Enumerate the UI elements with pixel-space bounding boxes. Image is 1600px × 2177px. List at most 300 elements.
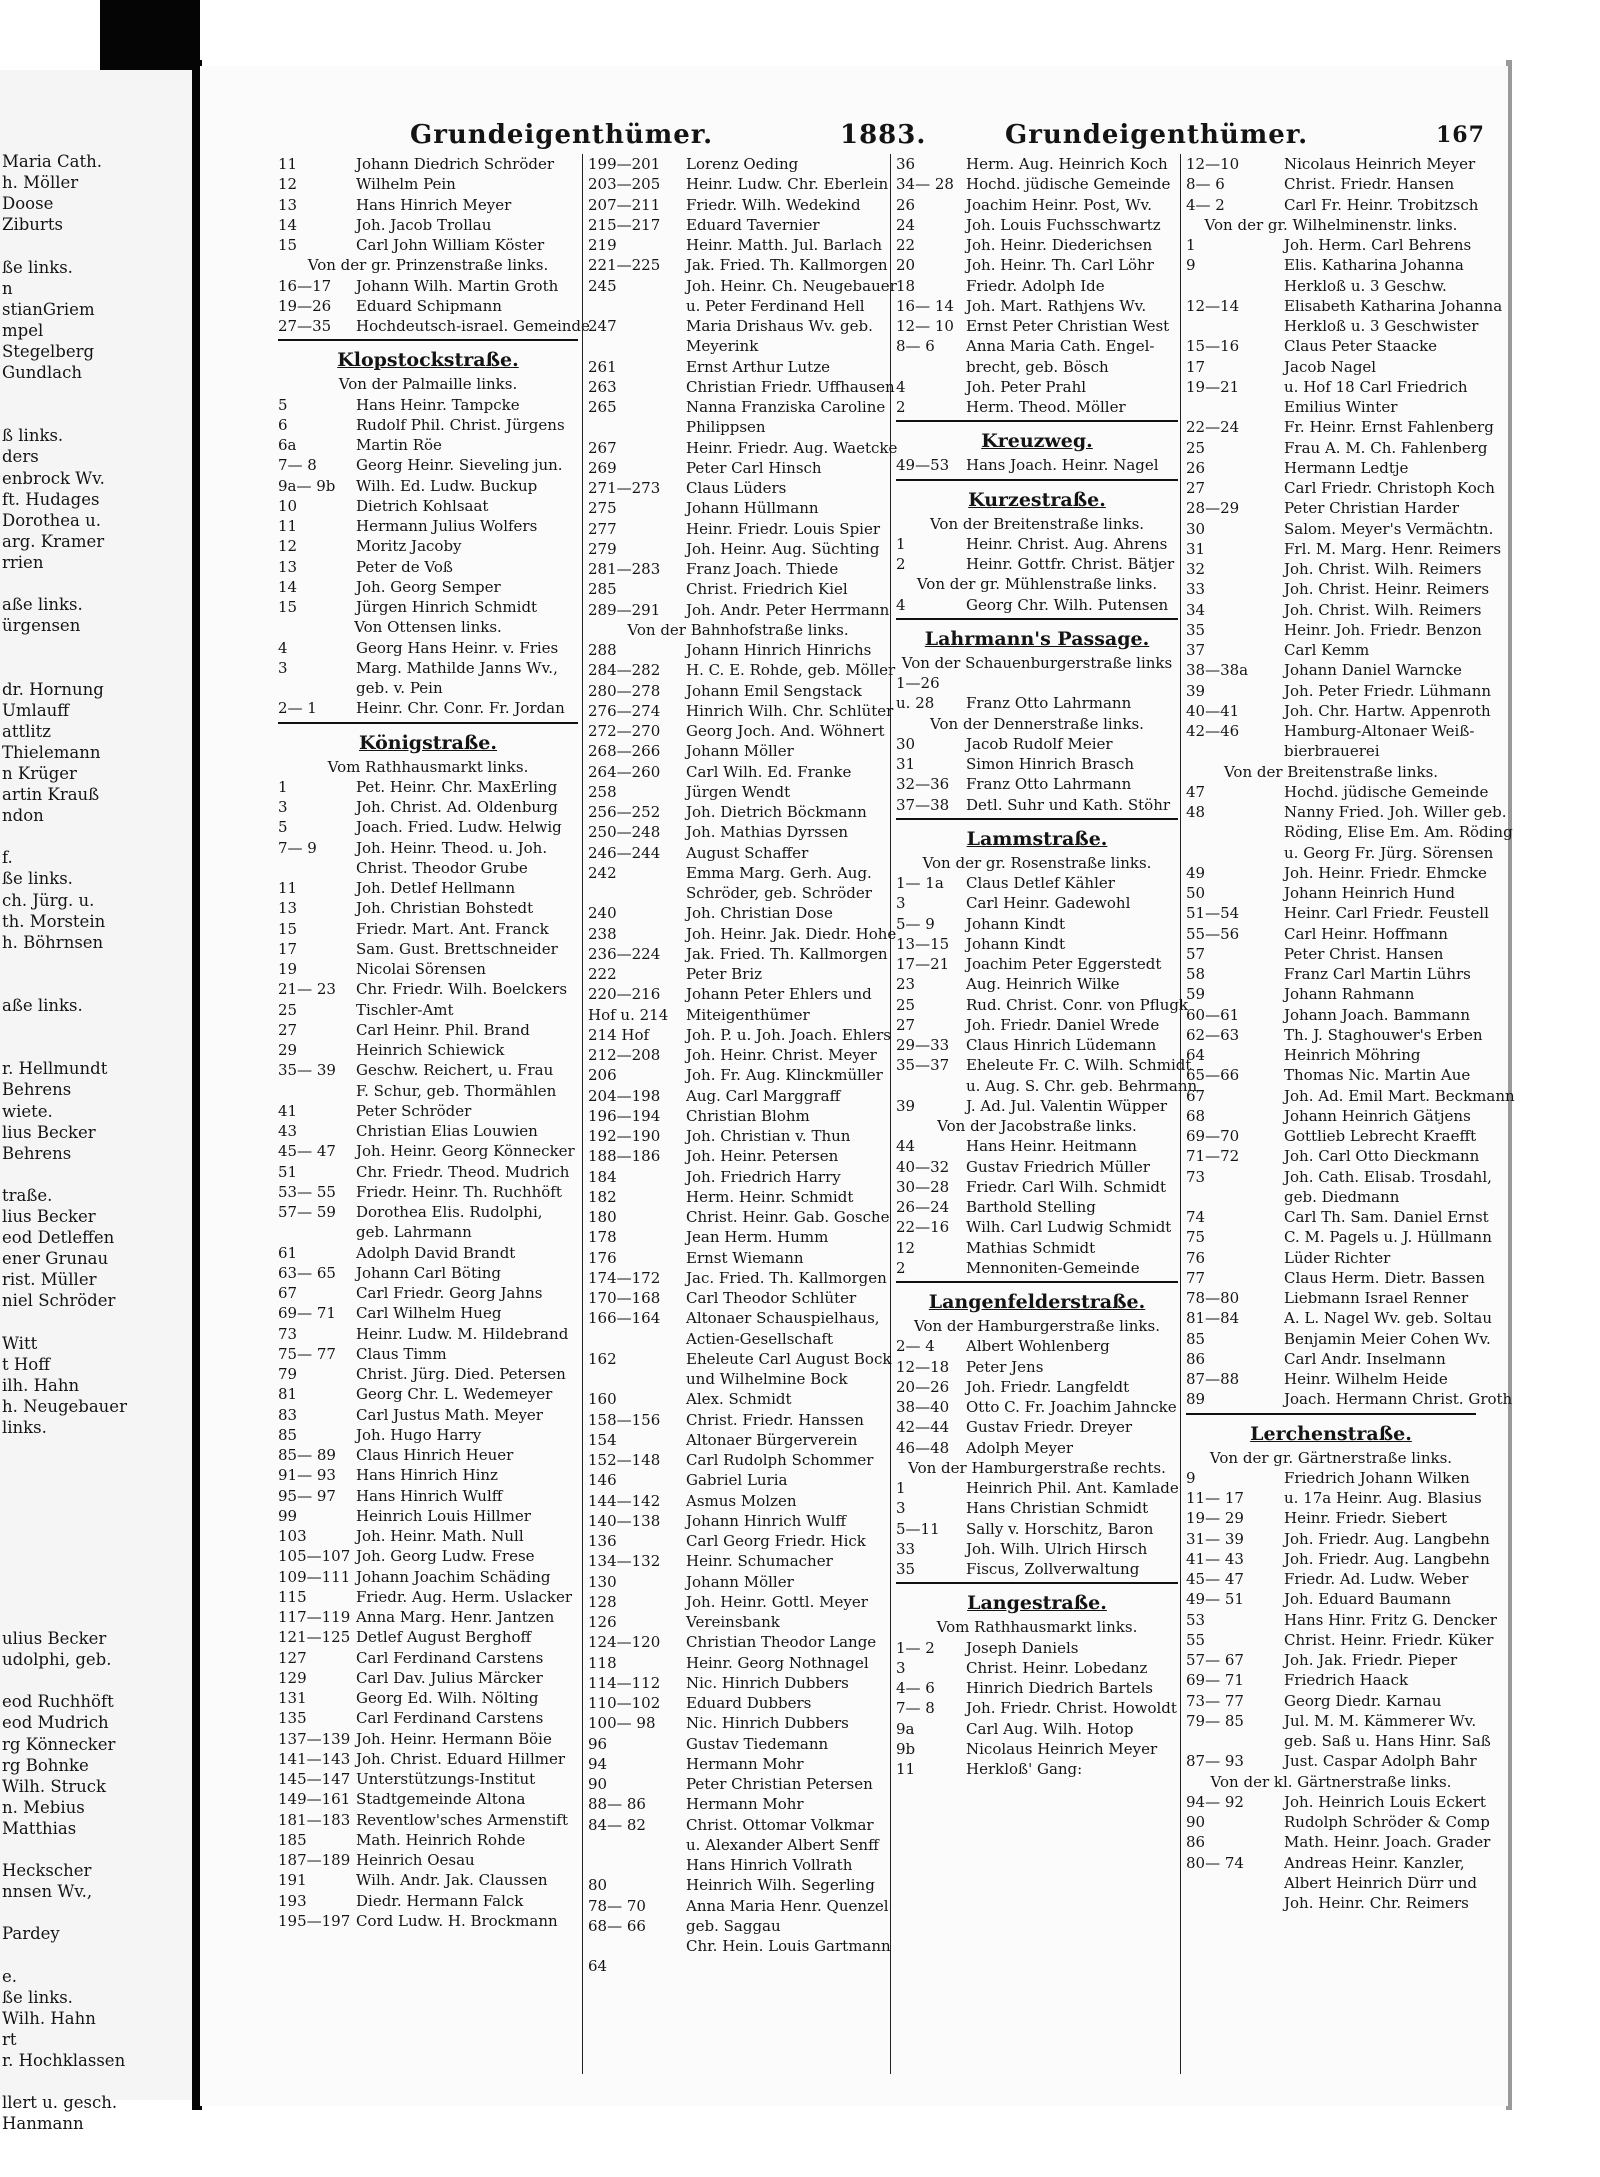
house-number: 4— 6: [896, 1679, 935, 1697]
owner-entry: [896, 554, 1178, 574]
left-page-line: links.: [2, 1418, 47, 1437]
owner-entry: [278, 1486, 578, 1506]
owner-name: Carl Ferdinand Carstens: [356, 1648, 544, 1667]
house-number: 240: [588, 904, 617, 923]
owner-entry: [278, 557, 578, 577]
owner-entry: [1186, 1468, 1476, 1488]
owner-name: Emilius Winter: [1284, 398, 1398, 416]
house-number: 85— 89: [278, 1446, 336, 1464]
left-page-line: n. Mebius: [2, 1797, 85, 1817]
owner-entry: [278, 395, 578, 415]
owner-entry: [278, 1749, 578, 1769]
owner-entry: [896, 1478, 1178, 1498]
owner-name: Heinr. Schumacher: [686, 1552, 833, 1571]
owner-entry: [896, 954, 1178, 974]
owner-entry: [588, 1227, 888, 1247]
house-number: 79: [278, 1365, 298, 1383]
owner-entry: [278, 476, 578, 496]
owner-name: Chr. Hein. Louis Gartmann: [686, 1937, 891, 1955]
direction-note: Von der gr. Gärtnerstraße links.: [1209, 1448, 1453, 1467]
owner-name: Joh. Friedr. Langfeldt: [966, 1377, 1130, 1396]
house-number: 238: [588, 924, 617, 943]
owner-entry: [896, 1096, 1178, 1116]
house-number: 86: [1186, 1833, 1206, 1852]
owner-name: Carl Heinr. Hoffmann: [1284, 924, 1448, 943]
owner-name: Joh. Friedr. Aug. Langbehn: [1284, 1529, 1490, 1548]
house-number: 15: [278, 919, 298, 938]
owner-name: Heinr. Friedr. Aug. Waetcke: [686, 438, 898, 457]
owner-name: Joh. Wilh. Ulrich Hirsch: [966, 1539, 1148, 1558]
house-number: 18: [896, 276, 916, 295]
left-page-line: lius Becker: [2, 1207, 96, 1226]
owner-name: Tischler-Amt: [356, 1000, 454, 1019]
header-right-title: Grundeigenthümer.: [1005, 120, 1309, 150]
owner-name: Hans Hinrich Wulff: [356, 1486, 503, 1505]
owner-name: Friedr. Aug. Herm. Uslacker: [356, 1587, 573, 1606]
owner-entry: [278, 1526, 578, 1546]
owner-entry: [1186, 1106, 1476, 1126]
owner-name: Heinr. Friedr. Siebert: [1284, 1509, 1448, 1528]
owner-name: Johann Rahmann: [1284, 985, 1415, 1004]
owner-entry: [278, 777, 578, 797]
owner-name: Nic. Hinrich Dubbers: [686, 1714, 849, 1733]
owner-entry: [896, 377, 1178, 397]
owner-name: Friedr. Wilh. Wedekind: [686, 195, 861, 214]
owner-entry: [896, 1177, 1178, 1197]
owner-entry: [896, 995, 1189, 1015]
owner-entry: [1186, 822, 1513, 842]
owner-name: Liebmann Israel Renner: [1284, 1289, 1469, 1307]
owner-entry: [278, 959, 578, 979]
owner-entry: [278, 1364, 578, 1384]
owner-entry: [1186, 579, 1490, 599]
owner-name: Carl Fr. Heinr. Trobitzsch: [1284, 195, 1479, 214]
owner-name: Frau A. M. Ch. Fahlenberg: [1284, 438, 1488, 457]
owner-entry: [1186, 1832, 1491, 1852]
house-number: 44: [896, 1137, 916, 1156]
direction-note: Von der Schauenburgerstraße links: [901, 653, 1173, 672]
house-number: 10: [278, 496, 298, 515]
owner-entry: [1186, 1711, 1476, 1731]
house-number: 95— 97: [278, 1486, 336, 1505]
owner-entry: [278, 838, 578, 858]
house-number: 129: [278, 1668, 307, 1687]
direction-note: Von der Jacobstraße links.: [937, 1117, 1137, 1135]
owner-entry: [278, 1101, 578, 1121]
house-number: 4: [896, 377, 906, 396]
house-number: 182: [588, 1187, 617, 1206]
owner-name: Jacob Rudolf Meier: [966, 734, 1113, 753]
owner-name: Christ. Friedrich Kiel: [686, 580, 848, 599]
owner-entry: [588, 1248, 888, 1268]
house-number: 14: [278, 577, 298, 596]
owner-entry: [588, 1693, 888, 1713]
owner-name: Hochd. jüdische Gemeinde: [966, 175, 1171, 194]
section-rule: [1186, 1410, 1476, 1418]
owner-entry: [588, 883, 888, 903]
owner-entry: [588, 478, 888, 498]
owner-entry: [1186, 255, 1476, 275]
owner-name: Georg Chr. L. Wedemeyer: [356, 1385, 553, 1404]
owner-entry: [1186, 519, 1494, 539]
owner-name: Barthold Stelling: [966, 1198, 1096, 1216]
house-number: 69— 71: [278, 1304, 336, 1323]
owner-entry: [1186, 1549, 1490, 1569]
house-number: 22—24: [1186, 418, 1240, 437]
house-number: 59: [1186, 985, 1206, 1004]
owner-name: Herkloß u. 3 Geschwister: [1284, 317, 1479, 335]
left-page-line: Stegelberg: [2, 341, 95, 361]
left-page-line: Heckscher: [2, 1861, 92, 1881]
house-number: 247: [588, 317, 617, 335]
owner-entry: [278, 1587, 578, 1607]
house-number: 3: [896, 1658, 906, 1677]
house-number: 67: [1186, 1086, 1206, 1105]
owner-entry: [588, 519, 888, 539]
house-number: 12—10: [1186, 155, 1240, 173]
house-number: 26: [896, 195, 916, 214]
column-divider-3: [1180, 154, 1181, 2074]
owner-name: Gustav Tiedemann: [686, 1734, 829, 1753]
house-number: 62—63: [1186, 1025, 1240, 1044]
owner-entry: [588, 235, 888, 255]
owner-name: Johann Möller: [686, 1572, 794, 1591]
owner-entry: [896, 1698, 1178, 1718]
owner-name: Hermann Ledtje: [1284, 458, 1409, 477]
house-number: 69—70: [1186, 1127, 1240, 1145]
owner-name: Benjamin Meier Cohen Wv.: [1284, 1329, 1491, 1348]
section-rule: [278, 336, 578, 344]
owner-name: Hinrich Diedrich Bartels: [966, 1679, 1153, 1697]
owner-name: Nic. Hinrich Dubbers: [686, 1673, 849, 1692]
owner-name: Heinrich Wilh. Segerling: [686, 1876, 875, 1895]
owner-entry: [588, 843, 888, 863]
owner-name: Hans Hinrich Vollrath: [686, 1856, 853, 1874]
owner-entry: [896, 1559, 1178, 1579]
left-page-line: rt: [2, 2029, 17, 2049]
header-year: 1883.: [840, 120, 927, 150]
owner-entry: [278, 1688, 578, 1708]
owner-entry: [1186, 296, 1503, 316]
owner-entry: [588, 1754, 888, 1774]
owner-name: Otto C. Fr. Joachim Jahncke: [966, 1398, 1177, 1416]
owner-entry: [588, 1592, 888, 1612]
house-number: 23: [896, 975, 916, 994]
owner-entry: [588, 701, 894, 721]
owner-entry: [896, 174, 1178, 194]
left-page-line: Wilh. Hahn: [2, 2008, 96, 2028]
house-number: 2— 4: [896, 1337, 935, 1356]
owner-name: Johann Carl Böting: [356, 1263, 502, 1282]
house-number: 2: [896, 1258, 906, 1277]
owner-entry: [588, 1430, 888, 1450]
owner-name: Claus Timm: [356, 1344, 447, 1363]
left-page-line: ilh. Hahn: [2, 1375, 80, 1395]
owner-entry: [278, 174, 578, 194]
owner-name: Math. Heinrich Rohde: [356, 1830, 526, 1849]
owner-name: Joh. Peter Prahl: [966, 377, 1087, 396]
house-number: 160: [588, 1390, 617, 1409]
owner-entry: [1186, 438, 1488, 458]
house-number: 284—282: [588, 661, 661, 680]
house-number: 34— 28: [896, 175, 954, 194]
owner-name: Hans Christian Schmidt: [966, 1499, 1149, 1518]
left-page-line: Ziburts: [2, 215, 63, 235]
owner-entry: [588, 1774, 888, 1794]
owner-entry: [278, 1040, 578, 1060]
owner-entry: [1186, 883, 1476, 903]
house-number: 26: [1186, 458, 1206, 477]
owner-entry: [588, 640, 888, 660]
owner-name: Philippsen: [686, 418, 766, 437]
house-number: 77: [1186, 1268, 1206, 1287]
house-number: 28—29: [1186, 499, 1240, 518]
owner-entry: [588, 438, 898, 458]
house-number: 7— 8: [278, 456, 317, 475]
owner-entry: [896, 795, 1178, 815]
owner-name: Christian Friedr. Uffhausen: [686, 377, 895, 396]
owner-entry: [1186, 863, 1487, 883]
owner-entry: [896, 595, 1178, 615]
owner-name: Carl Friedr. Christoph Koch: [1284, 479, 1495, 497]
left-page-line: ft. Hudages: [2, 489, 100, 509]
house-number: 7— 8: [896, 1699, 935, 1718]
owner-name: Heinr. Gottfr. Christ. Bätjer: [966, 555, 1175, 573]
owner-entry: [278, 698, 578, 718]
owner-name: Herm. Aug. Heinrich Koch: [966, 155, 1168, 173]
house-number: 246—244: [588, 843, 661, 862]
owner-name: Eheleute Fr. C. Wilh. Schmidt: [966, 1056, 1192, 1075]
owner-entry: [278, 1303, 578, 1323]
street-heading: Königstraße.: [358, 731, 498, 754]
owner-name: Eduard Schipmann: [356, 296, 502, 315]
owner-entry: [278, 1384, 578, 1404]
house-number: 3: [278, 658, 288, 677]
house-number: 89: [1186, 1390, 1206, 1409]
house-number: 12: [278, 175, 298, 194]
street-heading: Lahrmann's Passage.: [924, 627, 1150, 650]
house-number: 30: [1186, 519, 1206, 538]
house-number: 184: [588, 1167, 617, 1186]
owner-entry: [588, 1470, 888, 1490]
owner-entry: [896, 1238, 1178, 1258]
owner-entry: [588, 1207, 888, 1227]
owner-entry: [588, 1896, 888, 1916]
owner-name: Wilh. Ed. Ludw. Buckup: [356, 476, 538, 495]
owner-entry: [278, 1607, 578, 1627]
owner-name: Jac. Fried. Th. Kallmorgen: [686, 1268, 887, 1287]
owner-entry: [1186, 681, 1492, 701]
owner-name: Franz Carl Martin Lührs: [1284, 965, 1471, 983]
house-number: 12—14: [1186, 296, 1240, 315]
owner-entry: [278, 658, 578, 678]
house-number: 5: [278, 395, 288, 414]
left-page-line: aße links.: [2, 595, 83, 615]
house-number: 134—132: [588, 1552, 661, 1571]
owner-name: Hochdeutsch-israel. Gemeinde: [356, 317, 590, 335]
left-page-line: Hanmann: [2, 2114, 84, 2134]
owner-entry: [588, 660, 896, 680]
section-rule: [896, 1278, 1178, 1286]
house-number: 24: [896, 215, 916, 234]
house-number: 76: [1186, 1248, 1206, 1267]
owner-name: Fr. Heinr. Ernst Fahlenberg: [1284, 418, 1494, 437]
house-number: 13: [278, 195, 298, 214]
house-number: 1: [896, 1479, 906, 1497]
left-page-line: aße links.: [2, 996, 83, 1015]
house-number: 242: [588, 863, 617, 882]
owner-entry: [896, 1519, 1178, 1539]
owner-entry: [588, 1389, 888, 1409]
owner-entry: [278, 878, 578, 898]
owner-name: Friedr. Carl Wilh. Schmidt: [966, 1177, 1167, 1196]
house-number: 47: [1186, 782, 1206, 801]
house-number: 263: [588, 377, 617, 396]
house-number: 187—189: [278, 1851, 351, 1869]
left-page-line: ürgensen: [2, 616, 81, 636]
owner-entry: [1186, 701, 1491, 721]
house-number: 19—21: [1186, 377, 1240, 396]
house-number: 13: [278, 557, 298, 576]
owner-name: Asmus Molzen: [686, 1491, 797, 1510]
owner-name: Aug. Heinrich Wilke: [966, 975, 1120, 994]
owner-entry: [588, 802, 888, 822]
owner-name: geb. v. Pein: [356, 679, 443, 697]
owner-name: Pet. Heinr. Chr. MaxErling: [356, 777, 558, 796]
owner-name: Adolph David Brandt: [356, 1243, 516, 1262]
owner-name: Heinr. Wilhelm Heide: [1284, 1370, 1448, 1388]
owner-name: A. L. Nagel Wv. geb. Soltau: [1284, 1309, 1492, 1328]
owner-entry: [1186, 276, 1476, 296]
owner-name: u. Peter Ferdinand Hell: [686, 296, 865, 315]
direction-note: Von der gr. Rosenstraße links.: [922, 853, 1152, 872]
direction-note: Von der Breitenstraße links.: [929, 514, 1145, 533]
owner-entry: [896, 1678, 1178, 1698]
owner-entry: [896, 1336, 1178, 1356]
owner-name: Christ. Friedr. Hanssen: [686, 1410, 864, 1429]
owner-name: Joh. Heinr. Georg Könnecker: [356, 1142, 575, 1161]
house-number: 272—270: [588, 722, 661, 740]
house-number: 109—111: [278, 1567, 351, 1586]
owner-name: Carl Friedr. Georg Jahns: [356, 1284, 543, 1302]
directory-column-2: [588, 154, 898, 1977]
owner-name: Franz Otto Lahrmann: [966, 775, 1132, 794]
left-page-line: rist. Müller: [2, 1270, 97, 1290]
house-number: 275: [588, 499, 617, 518]
owner-name: August Schaffer: [686, 843, 809, 862]
owner-name: Johann Kindt: [966, 914, 1066, 933]
owner-name: Sally v. Horschitz, Baron: [966, 1519, 1154, 1538]
house-number: 21— 23: [278, 980, 336, 999]
owner-name: Heinrich Möhring: [1284, 1046, 1421, 1064]
owner-name: geb. Saß u. Hans Hinr. Saß: [1284, 1732, 1491, 1750]
left-page-line: ulius Becker: [2, 1629, 107, 1648]
owner-entry: [896, 914, 1178, 934]
owner-entry: [278, 939, 578, 959]
owner-entry: [588, 1369, 888, 1389]
owner-entry: [278, 1141, 578, 1161]
owner-entry: [588, 1956, 888, 1976]
owner-entry: [588, 498, 888, 518]
house-number: 20—26: [896, 1377, 950, 1396]
owner-entry: [1186, 1308, 1492, 1328]
house-number: 41— 43: [1186, 1549, 1244, 1568]
left-page-line: Wilh. Struck: [2, 1776, 107, 1796]
owner-name: Heinrich Schiewick: [356, 1041, 505, 1059]
owner-entry: [1186, 903, 1489, 923]
owner-name: Georg Heinr. Sieveling jun.: [356, 456, 563, 475]
street-heading: Langenfelderstraße.: [928, 1291, 1146, 1313]
owner-entry: [588, 336, 888, 356]
owner-name: Joh. Heinr. Jak. Diedr. Hohe: [686, 924, 897, 943]
owner-name: Franz Joach. Thiede: [686, 560, 839, 578]
owner-entry: [588, 174, 888, 194]
owner-name: Carl Georg Friedr. Hick: [686, 1532, 866, 1550]
owner-name: Joh. Chr. Hartw. Appenroth: [1284, 701, 1491, 720]
left-page-line: f.: [2, 848, 13, 868]
direction-note: Von Ottensen links.: [354, 618, 502, 637]
owner-entry: [1186, 1045, 1476, 1065]
house-number: 34: [1186, 600, 1206, 619]
left-page-line: Maria Cath.: [2, 152, 102, 171]
owner-name: Gustav Friedr. Dreyer: [966, 1418, 1133, 1437]
owner-entry: [278, 1789, 578, 1809]
house-number: 11: [278, 155, 298, 173]
owner-name: Heinr. Joh. Friedr. Benzon: [1284, 620, 1482, 639]
owner-name: Rud. Christ. Conr. von Pflugk: [966, 995, 1189, 1014]
owner-entry: [588, 1410, 888, 1430]
owner-name: Christian Theodor Lange: [686, 1633, 877, 1652]
owner-entry: [278, 316, 590, 336]
owner-name: J. Ad. Jul. Valentin Wüpper: [966, 1096, 1168, 1115]
owner-entry: [278, 919, 578, 939]
owner-entry: [278, 678, 578, 698]
owner-entry: [1186, 1691, 1476, 1711]
owner-name: Carl Heinr. Phil. Brand: [356, 1020, 530, 1039]
house-number: 91— 93: [278, 1466, 336, 1485]
house-number: 117—119: [278, 1608, 351, 1626]
column-divider-1: [582, 154, 583, 2074]
owner-entry: [1186, 721, 1476, 741]
owner-name: Mathias Schmidt: [966, 1238, 1096, 1257]
left-page-line: ße links.: [2, 257, 73, 277]
direction-note: Von der Dennerstraße links.: [930, 714, 1144, 733]
house-number: 15: [278, 236, 298, 254]
owner-entry: [1186, 1349, 1476, 1369]
owner-name: Joh. Georg Semper: [356, 577, 501, 596]
owner-name: Heinr. Ludw. M. Hildebrand: [356, 1324, 569, 1343]
house-number: 269: [588, 458, 617, 477]
owner-name: Joh. Peter Friedr. Lühmann: [1284, 681, 1492, 700]
house-number: 206: [588, 1066, 617, 1085]
owner-entry: [588, 1936, 891, 1956]
owner-name: u. Georg Fr. Jürg. Sörensen: [1284, 843, 1494, 862]
owner-entry: [588, 1146, 888, 1166]
left-page-line: ener Grunau: [2, 1249, 109, 1269]
street-heading: Lerchenstraße.: [1250, 1422, 1412, 1445]
house-number: 4: [896, 595, 906, 614]
owner-name: Joh. Ad. Emil Mart. Beckmann: [1284, 1086, 1515, 1105]
owner-name: Thomas Nic. Martin Aue: [1284, 1066, 1471, 1085]
house-number: 45— 47: [278, 1142, 336, 1161]
owner-entry: [896, 336, 1178, 356]
house-number: 81—84: [1186, 1309, 1240, 1328]
owner-entry: [588, 1086, 888, 1106]
owner-entry: [1186, 1812, 1490, 1832]
owner-name: Joh. Christ. Eduard Hillmer: [356, 1749, 566, 1768]
house-number: 222: [588, 965, 617, 983]
house-number: 12: [278, 537, 298, 556]
